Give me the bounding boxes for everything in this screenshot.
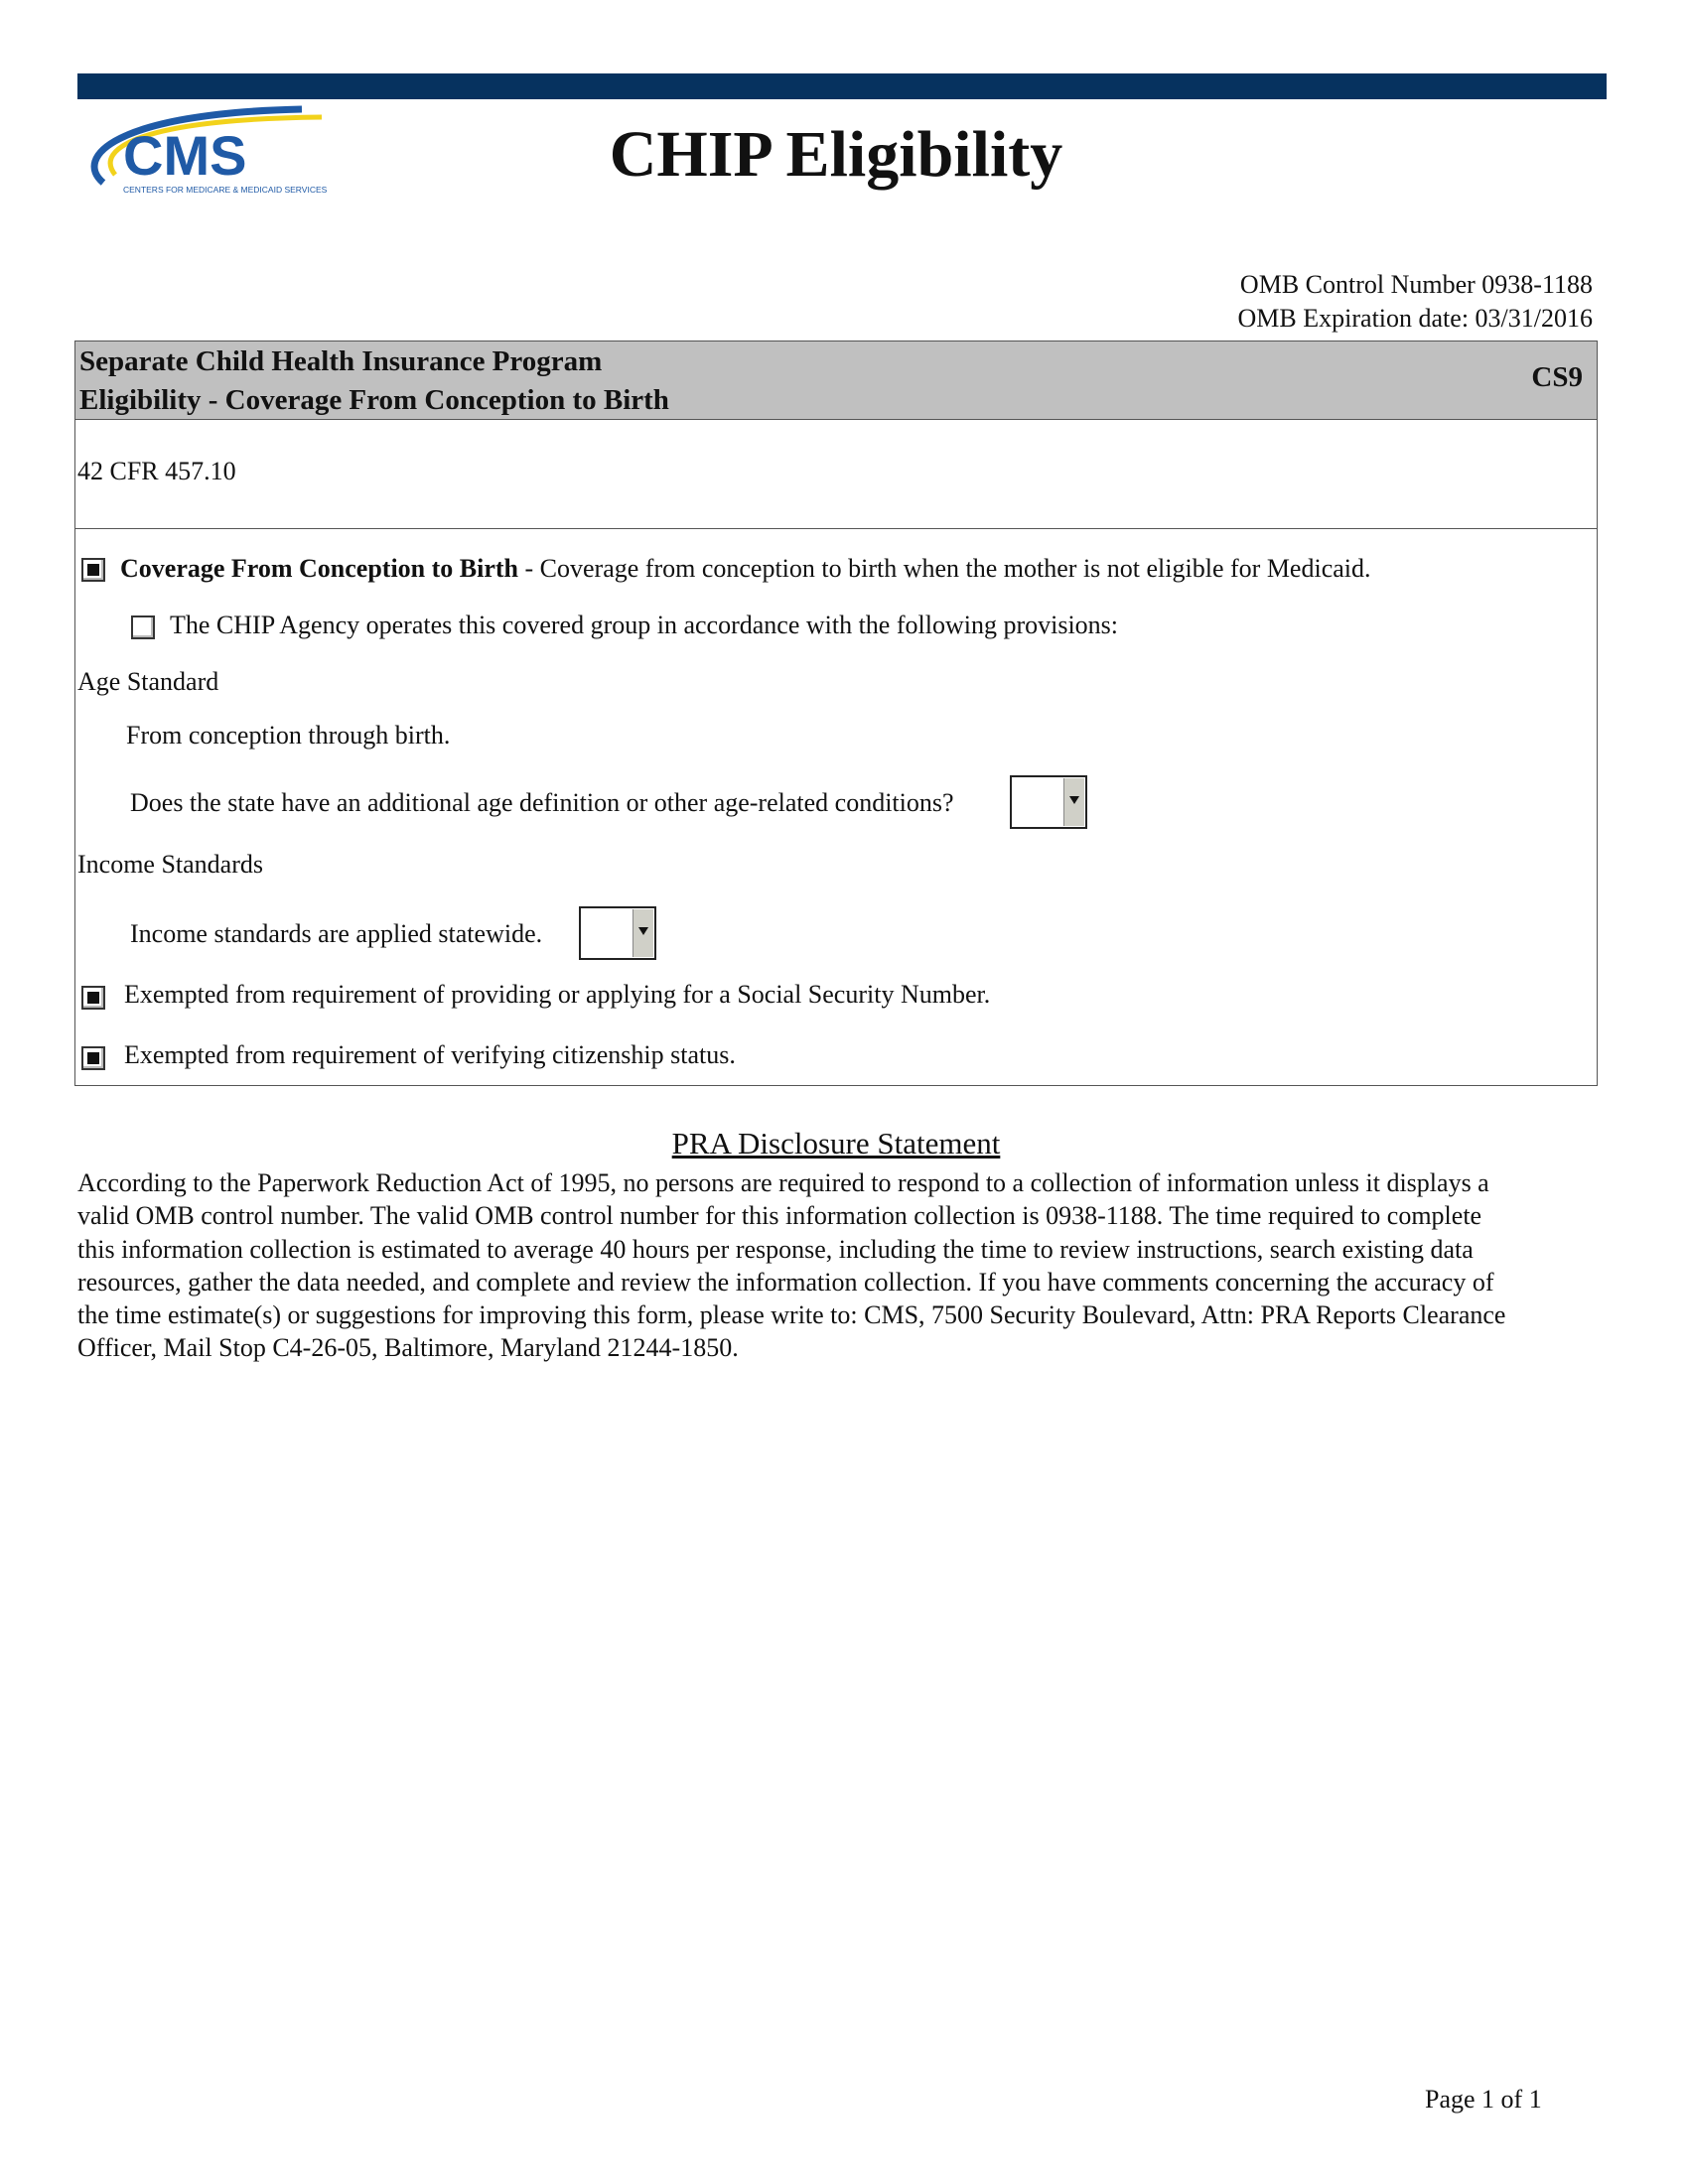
pra-line: the time estimate(s) or suggestions for improving this form, please write to: CMS, 7500 Security Boulevard, Attn: PRA Reports Clearance: [77, 1300, 1506, 1330]
citation-row: [75, 420, 1597, 529]
age-standard-label: Age Standard: [77, 667, 219, 696]
coverage-label-text: - Coverage from conception to birth when the mother is not eligible for Medicaid.: [518, 554, 1371, 583]
ssn-exemption-label: Exempted from requirement of providing or applying for a Social Security Number.: [124, 980, 991, 1009]
logo-text: CMS: [123, 124, 247, 187]
section-heading-2: Eligibility - Coverage From Conception to Birth: [79, 384, 669, 416]
chevron-down-icon[interactable]: [1063, 778, 1084, 826]
coverage-label-bold: Coverage From Conception to Birth: [120, 554, 519, 583]
pra-title: [0, 1126, 1672, 1161]
chevron-down-icon[interactable]: [633, 909, 653, 957]
omb-control-number: OMB Control Number 0938-1188: [1239, 270, 1593, 299]
citizenship-exemption-label: Exempted from requirement of verifying citizenship status.: [124, 1040, 736, 1069]
pra-line: resources, gather the data needed, and complete and review the information collection. If you have comments concerning the accuracy of: [77, 1267, 1494, 1297]
page-title: CHIP Eligibility: [609, 118, 1063, 191]
header-bar: [77, 73, 1607, 99]
income-question: Income standards are applied statewide.: [130, 919, 543, 948]
pra-statement: [77, 1166, 1505, 1365]
eligibility-form: [74, 341, 1598, 1086]
coverage-label: [120, 554, 1371, 584]
page-number: Page 1 of 1: [1425, 2085, 1542, 2114]
section-header: [75, 341, 1597, 420]
coverage-checkbox[interactable]: [81, 558, 105, 582]
income-standards-label: Income Standards: [77, 850, 264, 879]
citizenship-exemption-checkbox[interactable]: [81, 1046, 105, 1070]
pra-title-text: PRA Disclosure Statement: [671, 1126, 1001, 1160]
age-question: Does the state have an additional age definition or other age-related conditions?: [130, 788, 954, 817]
income-statewide-select[interactable]: [579, 906, 656, 960]
age-conditions-select[interactable]: [1010, 775, 1087, 829]
logo-subtext: CENTERS FOR MEDICARE & MEDICAID SERVICES: [123, 185, 328, 195]
agency-provisions-checkbox[interactable]: [131, 615, 155, 639]
pra-line: Officer, Mail Stop C4-26-05, Baltimore, Maryland 21244-1850.: [77, 1333, 739, 1363]
pra-line: valid OMB control number. The valid OMB control number for this information collection is 0938-1188. The time required to complete: [77, 1201, 1482, 1231]
section-code: CS9: [1531, 361, 1583, 393]
age-standard-text: From conception through birth.: [126, 721, 451, 750]
section-heading-1: Separate Child Health Insurance Program: [79, 345, 603, 377]
omb-expiration-date: OMB Expiration date: 03/31/2016: [1237, 304, 1593, 333]
agency-provisions-label: The CHIP Agency operates this covered group in accordance with the following provisions:: [170, 611, 1119, 639]
citation: 42 CFR 457.10: [77, 457, 236, 485]
pra-line: According to the Paperwork Reduction Act of 1995, no persons are required to respond to a collection of information unless it displays a: [77, 1168, 1489, 1197]
pra-line: this information collection is estimated to average 40 hours per response, including the time to review instructions, search existing data: [77, 1234, 1474, 1264]
ssn-exemption-checkbox[interactable]: [81, 986, 105, 1010]
